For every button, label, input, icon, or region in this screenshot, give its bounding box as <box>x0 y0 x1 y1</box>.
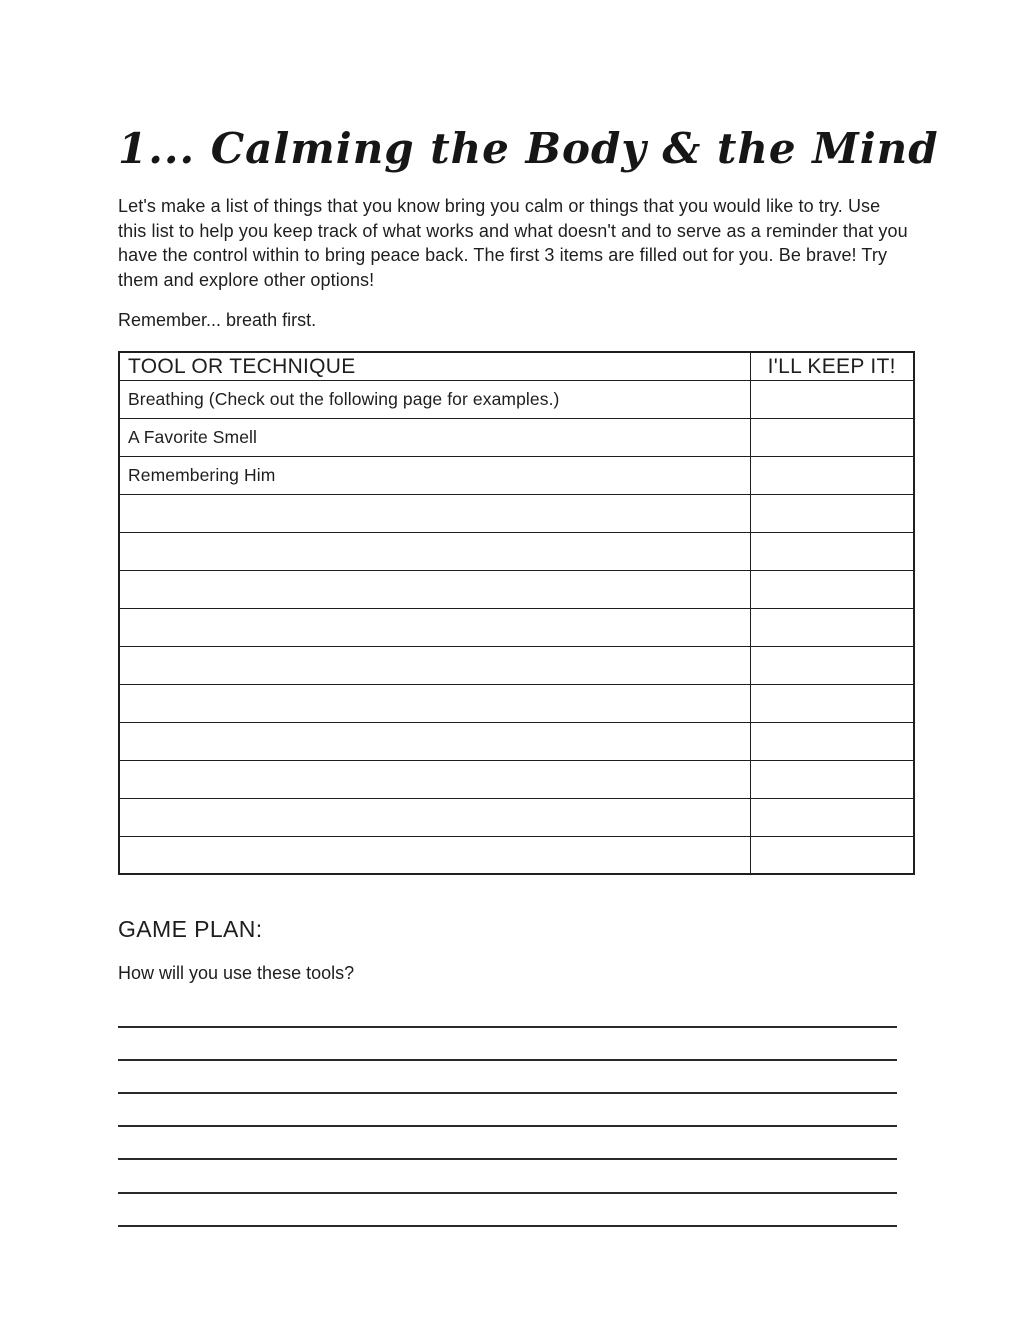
tool-cell: Remembering Him <box>119 456 750 494</box>
tool-cell <box>119 684 750 722</box>
writing-line <box>118 1194 897 1227</box>
tool-cell <box>119 646 750 684</box>
table-row <box>119 836 914 874</box>
writing-line <box>118 1061 897 1094</box>
table-row <box>119 532 914 570</box>
writing-line <box>118 1127 897 1160</box>
table-row <box>119 456 914 494</box>
table-row <box>119 418 914 456</box>
tool-cell <box>119 722 750 760</box>
intro-paragraph: Let's make a list of things that you know bring you calm or things that you would like to try. Use this list to help you keep track of what works and what doesn't and to serve as a reminder that you have the control within to bring peace back. The first 3 items are filled out for you. Be brave! Try them and explore other options! <box>118 196 908 290</box>
writing-line <box>118 1160 897 1193</box>
keep-cell <box>750 798 914 836</box>
keep-cell <box>750 608 914 646</box>
reminder-text: Remember... breath first. <box>118 310 317 331</box>
table-header-row <box>119 352 914 380</box>
keep-cell <box>750 646 914 684</box>
tool-cell <box>119 798 750 836</box>
table-row <box>119 760 914 798</box>
keep-cell <box>750 418 914 456</box>
tool-cell <box>119 836 750 874</box>
keep-cell <box>750 532 914 570</box>
writing-line <box>118 994 897 1027</box>
tool-cell: A Favorite Smell <box>119 418 750 456</box>
writing-line <box>118 1094 897 1127</box>
column-header-ill-keep-it: I'LL KEEP IT! <box>750 352 914 380</box>
tool-cell <box>119 760 750 798</box>
table-row <box>119 684 914 722</box>
keep-cell <box>750 456 914 494</box>
keep-cell <box>750 494 914 532</box>
table-row <box>119 646 914 684</box>
column-header-tool-or-technique: TOOL OR TECHNIQUE <box>119 352 750 380</box>
keep-cell <box>750 722 914 760</box>
keep-cell <box>750 380 914 418</box>
table-row <box>119 798 914 836</box>
game-plan-question: How will you use these tools? <box>118 963 355 984</box>
table-row <box>119 380 914 418</box>
game-plan-heading: GAME PLAN: <box>118 916 263 943</box>
tools-table <box>118 351 915 875</box>
writing-line <box>118 1028 897 1061</box>
tool-cell <box>119 494 750 532</box>
tool-cell <box>119 608 750 646</box>
keep-cell <box>750 684 914 722</box>
table-row <box>119 722 914 760</box>
tool-cell <box>119 570 750 608</box>
tool-cell: Breathing (Check out the following page for examples.) <box>119 380 750 418</box>
keep-cell <box>750 760 914 798</box>
table-row <box>119 494 914 532</box>
page-title: 1... Calming the Body & the Mind <box>118 124 939 173</box>
keep-cell <box>750 570 914 608</box>
keep-cell <box>750 836 914 874</box>
table-row <box>119 570 914 608</box>
table-row <box>119 608 914 646</box>
writing-lines <box>118 994 897 1226</box>
tool-cell <box>119 532 750 570</box>
